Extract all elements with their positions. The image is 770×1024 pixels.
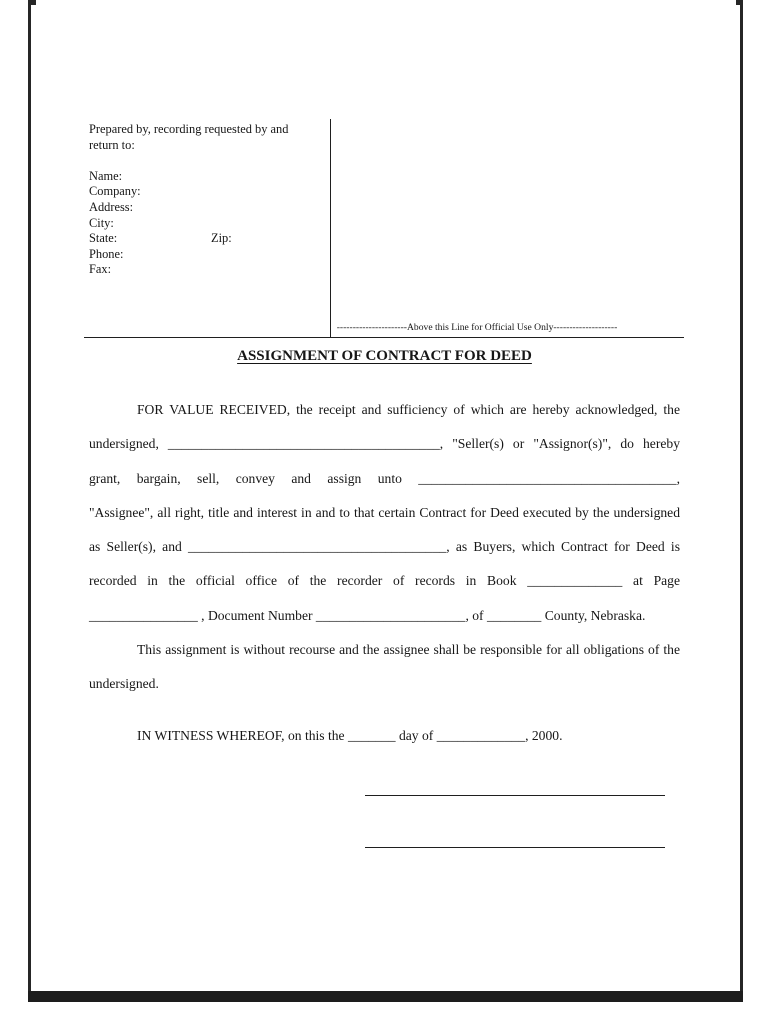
document-title: ASSIGNMENT OF CONTRACT FOR DEED [237, 348, 532, 364]
body-line-2: undersigned, ________________________________________, "Seller(s) or "Assignor(s)", do hereby [89, 436, 680, 452]
scan-artifact-right-edge [740, 0, 743, 1001]
official-use-note: ----------------------Above this Line for Official Use Only-------------------- [336, 322, 618, 333]
body-line-8: This assignment is without recourse and the assignee shall be responsible for all obligations of the [137, 642, 680, 658]
vertical-divider-line [330, 119, 331, 338]
scan-artifact-bottom-edge [28, 991, 743, 1002]
field-label-name: Name: [89, 168, 123, 183]
body-line-1: FOR VALUE RECEIVED, the receipt and sufficiency of which are hereby acknowledged, the [137, 402, 680, 417]
recording-info-box [89, 122, 327, 278]
body-line-6: recorded in the official office of the recorder of records in Book ______________ at Page [89, 573, 680, 589]
prepared-by-text-line2: return to: [89, 137, 135, 152]
witness-line: IN WITNESS WHEREOF, on this the _______ day of _____________, 2000. [137, 727, 563, 743]
signature-line-1 [365, 795, 665, 796]
body-line-3: grant, bargain, sell, convey and assign unto ______________________________________, [89, 470, 680, 486]
spacer [89, 153, 327, 169]
field-label-city: City: [89, 215, 114, 230]
body-line-4: "Assignee", all right, title and interest in and to that certain Contract for Deed executed by the undersigned [89, 504, 680, 520]
body-line-5: as Seller(s), and ______________________________________, as Buyers, which Contract for Deed is [89, 539, 680, 555]
document-body [89, 393, 680, 753]
field-label-address: Address: [89, 199, 134, 214]
scan-artifact-top-left-corner [28, 0, 36, 5]
field-label-company: Company: [89, 184, 141, 199]
horizontal-divider-line [84, 337, 684, 338]
prepared-by-text-line1: Prepared by, recording requested by and [89, 122, 289, 136]
body-line-9: undersigned. [89, 676, 159, 692]
scan-artifact-left-edge [28, 0, 31, 1001]
field-label-zip: Zip: [211, 231, 232, 246]
field-label-fax: Fax: [89, 262, 112, 277]
field-label-phone: Phone: [89, 246, 124, 261]
state-zip-row [89, 231, 327, 247]
signature-line-2 [365, 847, 665, 848]
field-label-state: State: [89, 231, 118, 246]
body-line-7: ________________ , Document Number ______________________, of ________ County, Nebraska. [89, 607, 646, 623]
scan-artifact-top-right-corner [736, 0, 743, 5]
